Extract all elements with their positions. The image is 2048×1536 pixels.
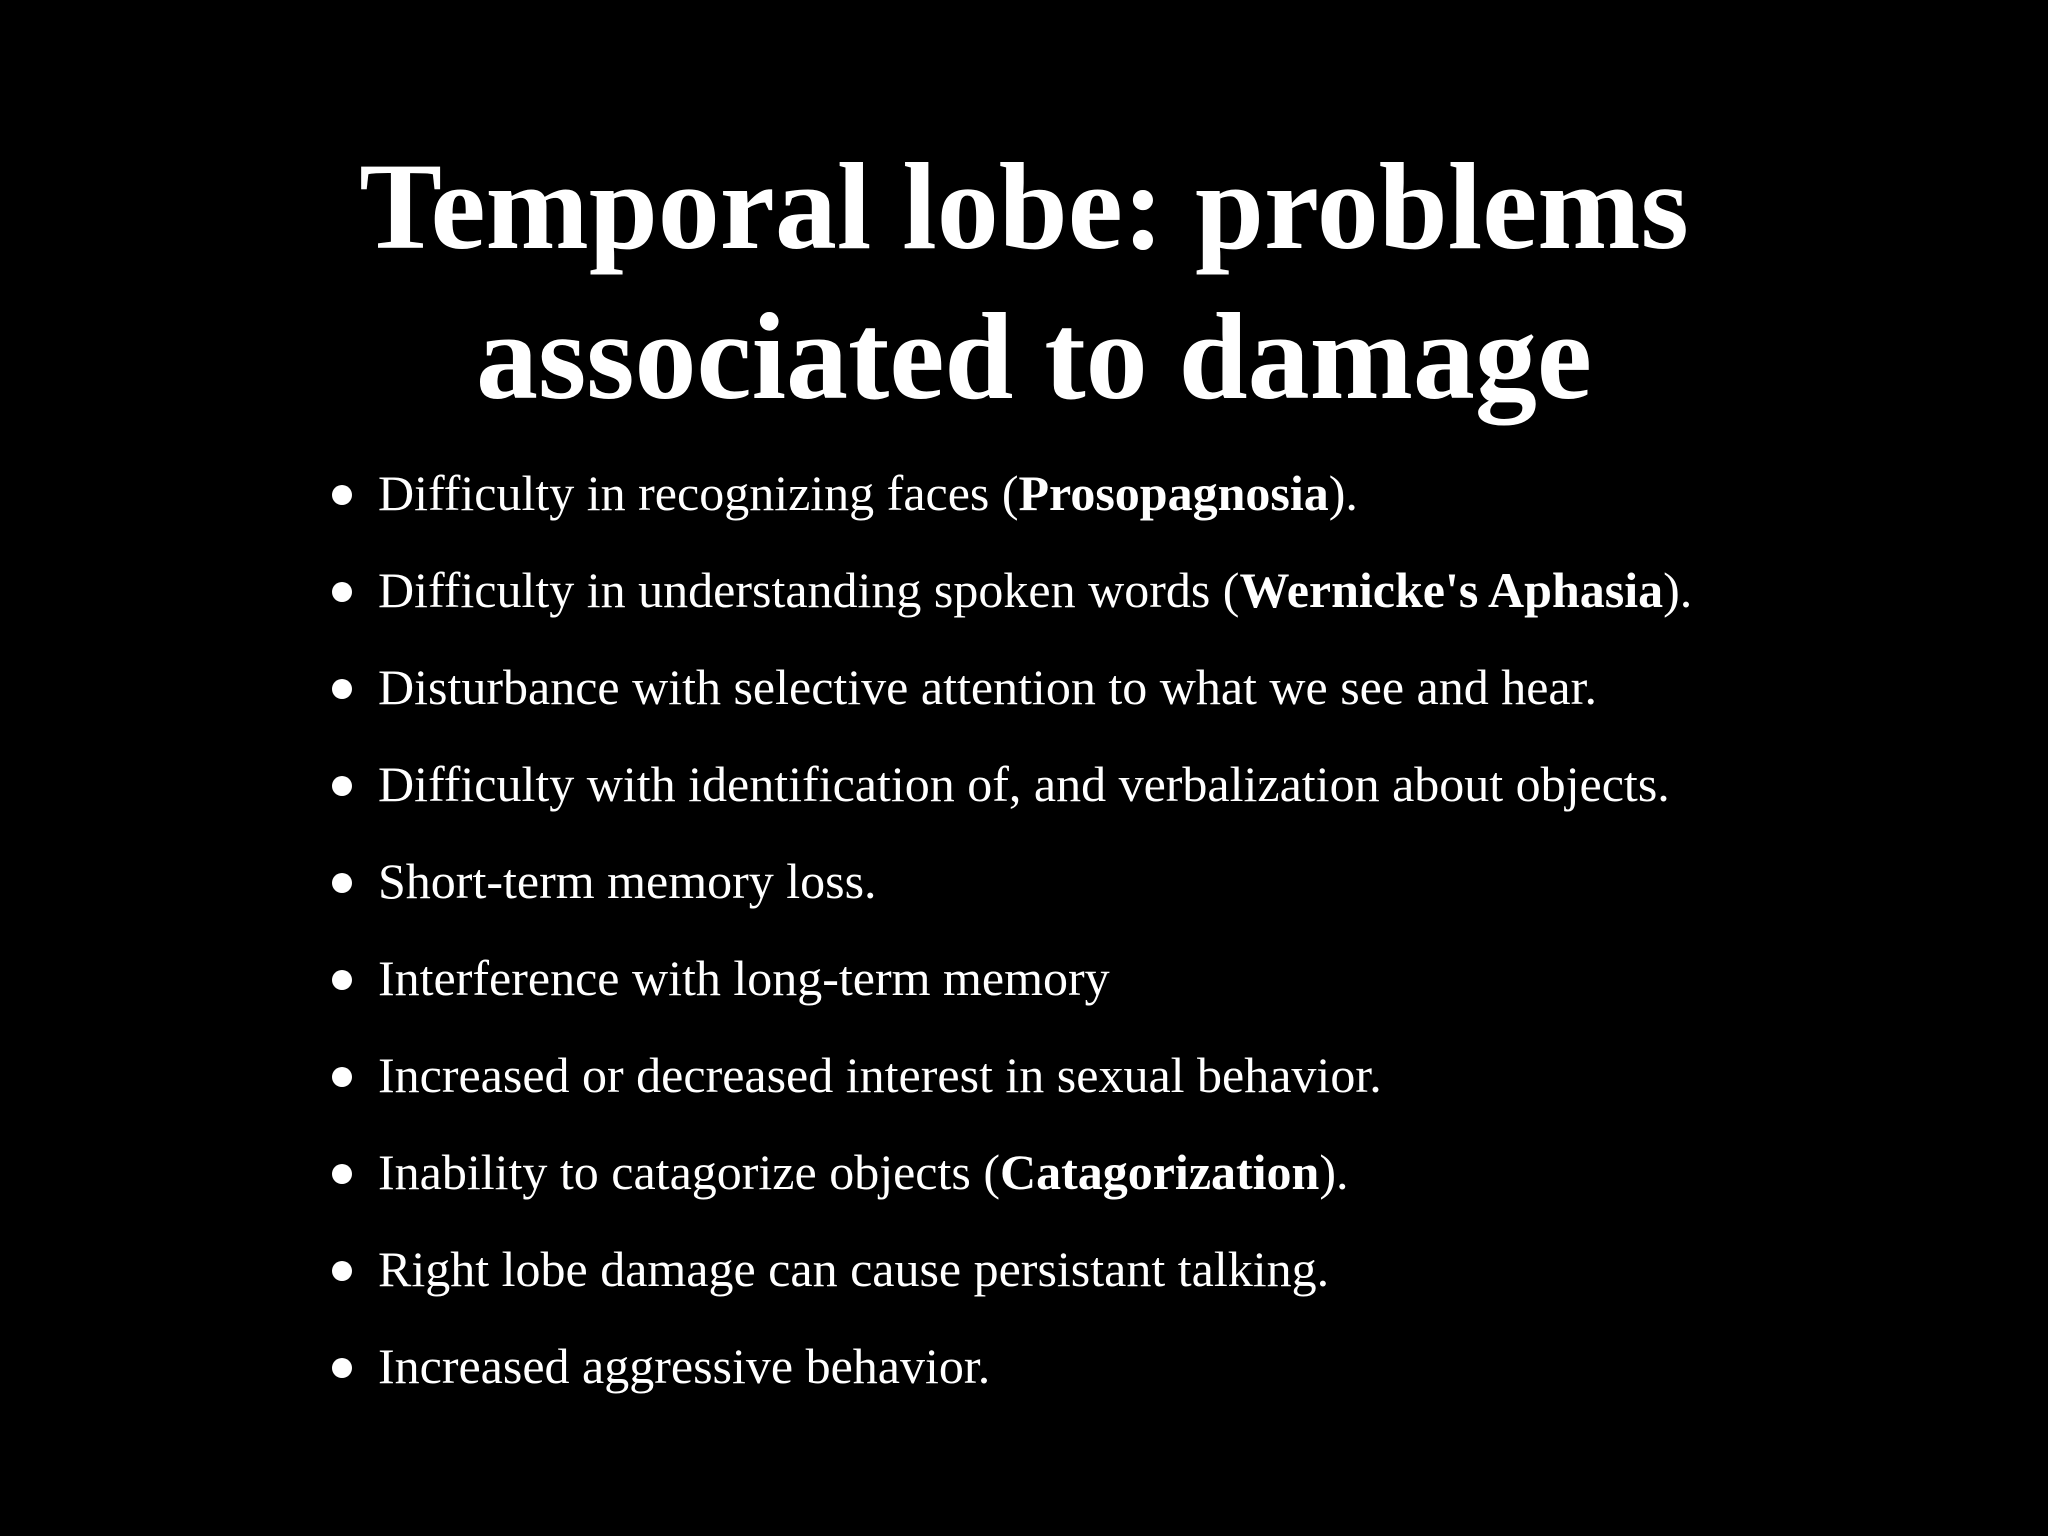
bullet-text-end: ). xyxy=(1663,562,1693,618)
bullet-list xyxy=(328,456,2028,1426)
bullet-dot-icon xyxy=(332,1164,352,1184)
bullet-dot-icon xyxy=(332,776,352,796)
bullet-item xyxy=(328,650,2028,747)
bullet-dot-icon xyxy=(332,970,352,990)
bullet-dot-icon xyxy=(332,485,352,505)
bullet-text: Inability to catagorize objects ( xyxy=(378,1144,1000,1200)
bullet-text: Increased aggressive behavior. xyxy=(378,1338,991,1394)
bullet-item xyxy=(328,456,2028,553)
bullet-item xyxy=(328,1135,2028,1232)
bullet-text-end: ). xyxy=(1328,465,1358,521)
bullet-text: Increased or decreased interest in sexual behavior. xyxy=(378,1047,1382,1103)
bullet-dot-icon xyxy=(332,679,352,699)
bullet-bold-term: Catagorization xyxy=(999,1144,1320,1200)
bullet-text: Disturbance with selective attention to what we see and hear. xyxy=(378,659,1598,715)
bullet-bold-term: Prosopagnosia xyxy=(1018,465,1329,521)
bullet-item xyxy=(328,1038,2028,1135)
bullet-bold-term: Wernicke's Aphasia xyxy=(1239,562,1664,618)
bullet-text: Difficulty with identification of, and verbalization about objects. xyxy=(378,756,1670,812)
bullet-item xyxy=(328,844,2028,941)
bullet-item xyxy=(328,747,2028,844)
bullet-dot-icon xyxy=(332,1358,352,1378)
bullet-text: Difficulty in understanding spoken words ( xyxy=(378,562,1240,618)
slide-title-line-1: Temporal lobe: problems xyxy=(359,138,1689,275)
slide-title xyxy=(0,132,2048,432)
bullet-dot-icon xyxy=(332,873,352,893)
bullet-item xyxy=(328,1232,2028,1329)
slide-title-line-2: associated to damage xyxy=(476,288,1592,425)
bullet-item xyxy=(328,1329,2028,1426)
bullet-dot-icon xyxy=(332,1067,352,1087)
bullet-item xyxy=(328,941,2028,1038)
bullet-text: Difficulty in recognizing faces ( xyxy=(378,465,1019,521)
bullet-text-end: ). xyxy=(1319,1144,1349,1200)
bullet-text: Interference with long-term memory xyxy=(378,950,1110,1006)
bullet-dot-icon xyxy=(332,582,352,602)
bullet-item xyxy=(328,553,2028,650)
bullet-text: Right lobe damage can cause persistant talking. xyxy=(378,1241,1330,1297)
bullet-dot-icon xyxy=(332,1261,352,1281)
bullet-text: Short-term memory loss. xyxy=(378,853,877,909)
